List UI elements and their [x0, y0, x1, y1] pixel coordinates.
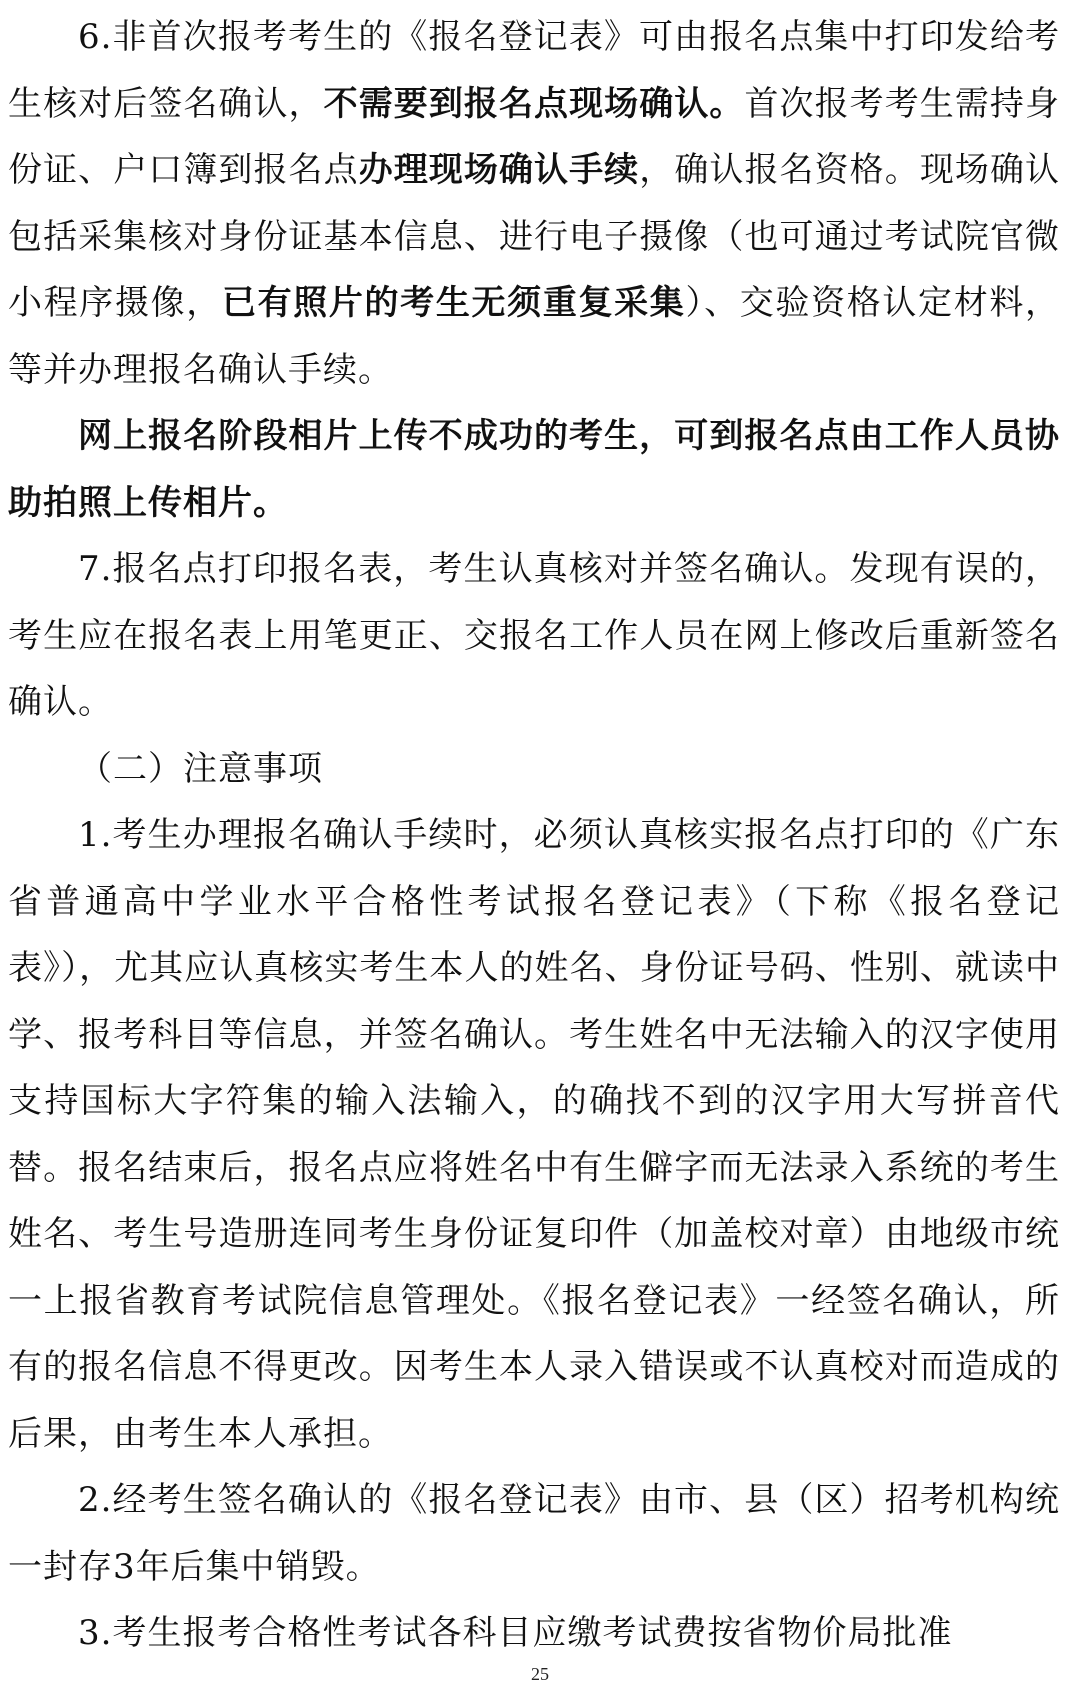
- document-page: [8, 4, 1060, 1667]
- paragraph-notice-3: [8, 1600, 1060, 1667]
- paragraph-notice-2: [8, 1467, 1060, 1600]
- paragraph-item-7: [8, 536, 1060, 736]
- page-number: 25: [531, 1664, 549, 1684]
- text-segment-bold: 办理现场确认手续: [358, 150, 640, 190]
- paragraph-notice-1: [8, 802, 1060, 1467]
- text-segment: 3.考生报考合格性考试各科目应缴考试费按省物价局批准: [78, 1613, 953, 1653]
- text-segment-bold: 不需要到报名点现场确认。: [323, 83, 745, 124]
- text-segment: 7.报名点打印报名表，考生认真核对并签名确认。发现有误的，考生应在报名表上用笔更正、交报名工作人员在网上修改后重新签名确认。: [8, 549, 1060, 722]
- section-heading: [8, 736, 1060, 803]
- text-segment: ，确认报名资格。现场确认包括采集核对身份证基本信息、进行电子摄像（也可通过考试院官微小程序摄像，: [8, 150, 1061, 323]
- paragraph-photo-notice: [8, 403, 1060, 536]
- text-segment: 1.考生办理报名确认手续时，必须认真核实报名点打印的《广东省普通高中学业水平合格性考试报名登记表》（下称《报名登记表》），尤其应认真核实考生本人的姓名、身份证号码、性别、就读中学、报考科目等信息，并签名确认。考生姓名中无法输入的汉字使用支持国标大字符集的输入法输入，的确找不到的汉字用大写拼音代替。报名结束后，报名点应将姓名中有生僻字而无法录入系统的考生姓名、考生号造册连同考生身份证复印件（加盖校对章）由地级市统一上报省教育考试院信息管理处。《报名登记表》一经签名确认，所有的报名信息不得更改。因考生本人录入错误或不认真校对而造成的后果，由考生本人承担。: [8, 815, 1060, 1454]
- paragraph-item-6: [8, 4, 1060, 403]
- text-segment: 6.非首次报考考生的《报名登记表》可由报名点集中打印发给考生核对后签名确认，: [8, 17, 1060, 124]
- text-segment: 首次报考考生需持身份证、户口簿到报名点: [8, 83, 1061, 190]
- text-segment-bold: 网上报名阶段相片上传不成功的考生，可到报名点由工作人员协助拍照上传相片。: [8, 416, 1060, 523]
- text-segment: 2.经考生签名确认的《报名登记表》由市、县（区）招考机构统一封存3年后集中销毁。: [8, 1480, 1060, 1587]
- text-segment-bold: 已有照片的考生无须重复采集: [221, 283, 686, 323]
- text-segment: ）、交验资格认定材料，等并办理报名确认手续。: [8, 283, 1061, 390]
- section-heading-text: （二）注意事项: [78, 748, 323, 789]
